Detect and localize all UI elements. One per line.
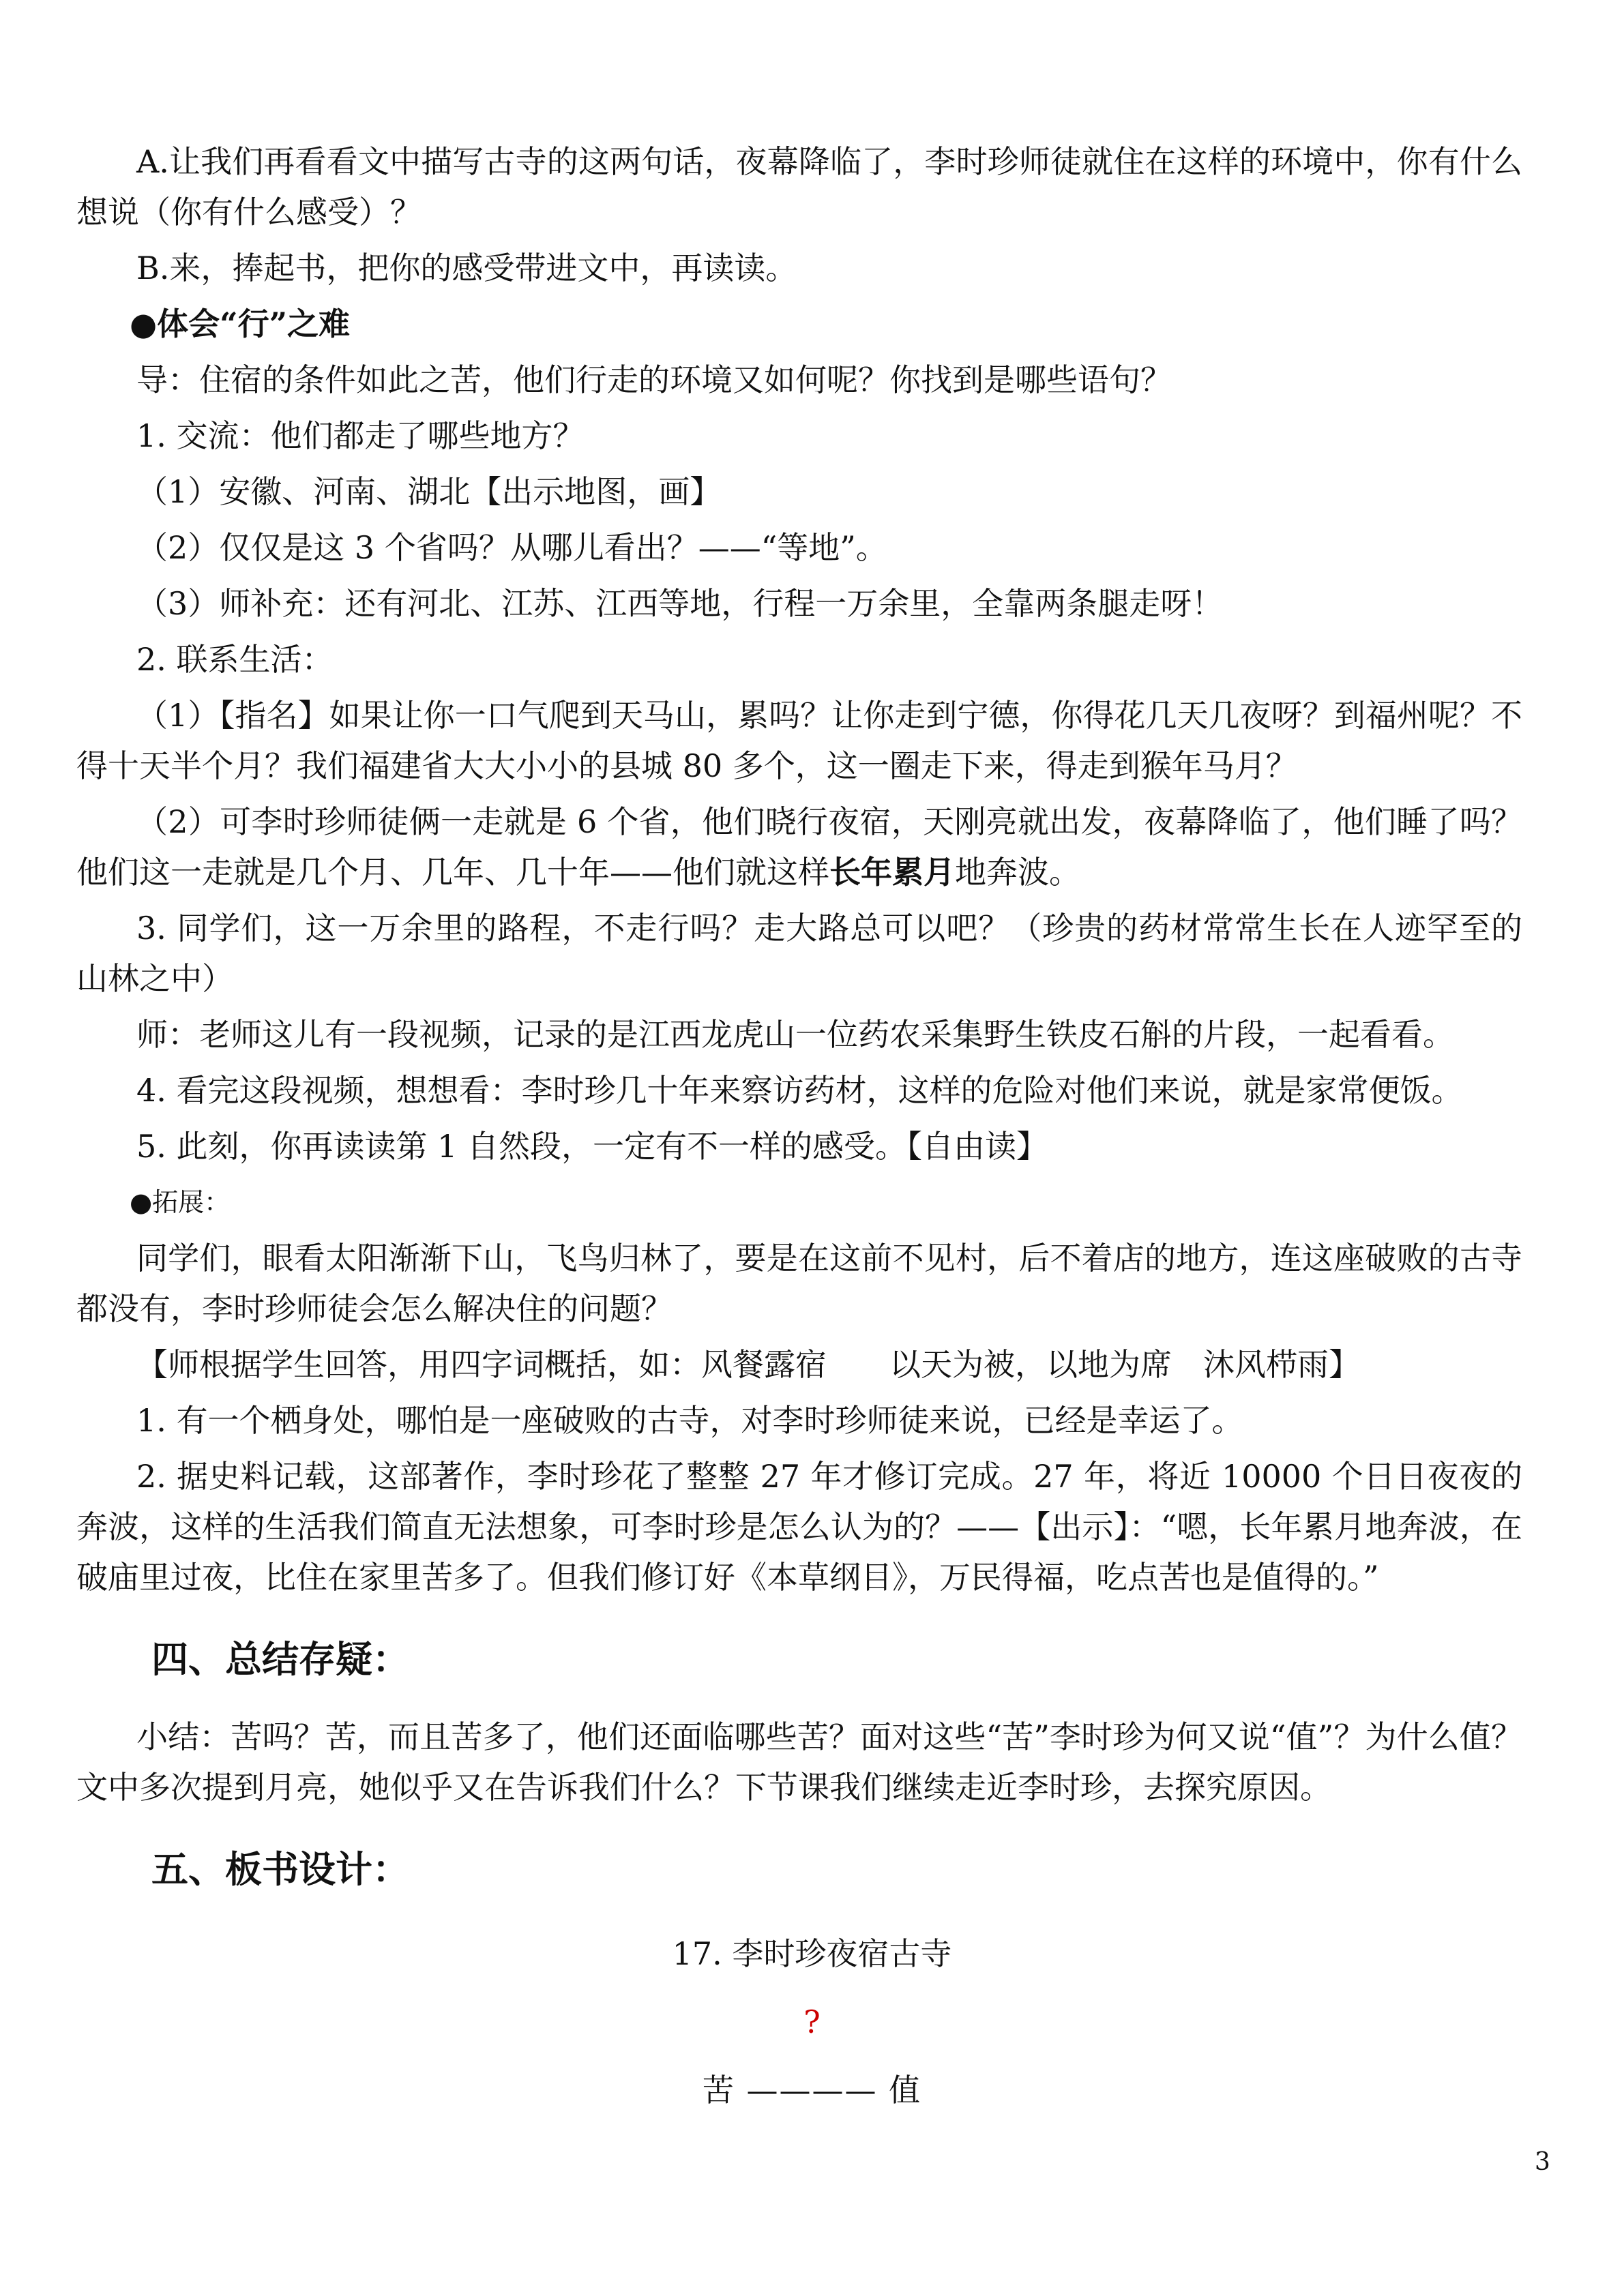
paragraph-dao: 导：住宿的条件如此之苦，他们行走的环境又如何呢？你找到是哪些语句？ <box>136 361 1172 398</box>
list-item-2: 2. 联系生活： <box>136 641 334 678</box>
paragraph-a: A.让我们再看看文中描写古寺的这两句话，夜幕降临了，李时珍师徒就住在这样的环境中，你有什么想说（你有什么感受）？ <box>76 143 1522 230</box>
section-4-summary: 小结：苦吗？苦，而且苦多了，他们还面临哪些苦？面对这些“苦”李时珍为何又说“值”？为什么值？文中多次提到月亮，她似乎又在告诉我们什么？下节课我们继续走近李时珍，去探究原因。 <box>76 1718 1522 1806</box>
list-item-2-1: （1）【指名】如果让你一口气爬到天马山，累吗？让你走到宁德，你得花几天几夜呀？到福州呢？不得十天半个月？我们福建省大大小小的县城 80 多个，这一圈走下来，得走到猴年马月？ <box>76 697 1522 784</box>
section-5-title: 五、板书设计： <box>151 1848 409 1891</box>
list-item-t1: 1. 有一个栖身处，哪怕是一座破败的古寺，对李时珍师徒来说，已经是幸运了。 <box>136 1402 1243 1439</box>
paragraph-b: B.来，捧起书，把你的感受带进文中，再读读。 <box>136 250 797 286</box>
board-title: 17. 李时珍夜宿古寺 <box>672 1935 952 1972</box>
list-item-1: 1. 交流：他们都走了哪些地方？ <box>136 417 585 454</box>
heading-xing: ●体会“行”之难 <box>130 305 351 342</box>
board-question-mark: ? <box>803 2003 821 2040</box>
list-item-3: 3. 同学们，这一万余里的路程，不走行吗？走大路总可以吧？（珍贵的药材常常生长在人迹罕至的山林之中） <box>76 910 1522 997</box>
list-item-1-3: （3）师补充：还有河北、江苏、江西等地，行程一万余里，全靠两条腿走呀！ <box>136 585 1224 622</box>
list-item-4: 4. 看完这段视频，想想看：李时珍几十年来察访药材，这样的危险对他们来说，就是家常便饭。 <box>136 1072 1463 1109</box>
paragraph-tongxue: 同学们，眼看太阳渐渐下山，飞鸟归林了，要是在这前不见村，后不着店的地方，连这座破败的古寺都没有，李时珍师徒会怎么解决住的问题？ <box>76 1240 1522 1327</box>
paragraph-shi: 师：老师这儿有一段视频，记录的是江西龙虎山一位药农采集野生铁皮石斛的片段，一起看看。 <box>136 1016 1454 1053</box>
list-item-2-2 <box>76 796 1522 897</box>
document-body <box>76 136 1522 1922</box>
board-ku-zhi-row: 苦 ———— 值 <box>702 2072 922 2108</box>
list-item-t2: 2. 据史料记载，这部著作，李时珍花了整整 27 年才修订完成。27 年，将近 10000 个日日夜夜的奔波，这样的生活我们简直无法想象，可李时珍是怎么认为的？——【出示】：“嗯，长年累月地奔波，在破庙里过夜，比住在家里苦多了。但我们修订好《本草纲目》，万民得福，吃点苦也是值得的。” <box>76 1458 1522 1596</box>
list-item-5: 5. 此刻，你再读读第 1 自然段，一定有不一样的感受。【自由读】 <box>136 1128 1048 1165</box>
list-item-1-1: （1）安徽、河南、湖北【出示地图，画】 <box>136 473 722 510</box>
emphasis-changnian: 长年累月 <box>829 854 955 891</box>
page-number: 3 <box>1535 2148 1550 2176</box>
heading-tuozhan: ●拓展： <box>130 1187 231 1217</box>
section-4-title: 四、总结存疑： <box>151 1638 409 1681</box>
paragraph-gaikuo: 【师根据学生回答，用四字词概括，如：风餐露宿 以天为被，以地为席 沐风栉雨】 <box>136 1346 1360 1383</box>
list-item-2-2-tail: 地奔波。 <box>955 854 1080 891</box>
list-item-1-2: （2）仅仅是这 3 个省吗？从哪儿看出？——“等地”。 <box>136 529 887 566</box>
list-item-2-2-text: （2）可李时珍师徒俩一走就是 6 个省，他们晓行夜宿，天刚亮就出发，夜幕降临了，他们睡了吗？他们这一走就是几个月、几年、几十年——他们就这样 <box>76 803 1522 891</box>
